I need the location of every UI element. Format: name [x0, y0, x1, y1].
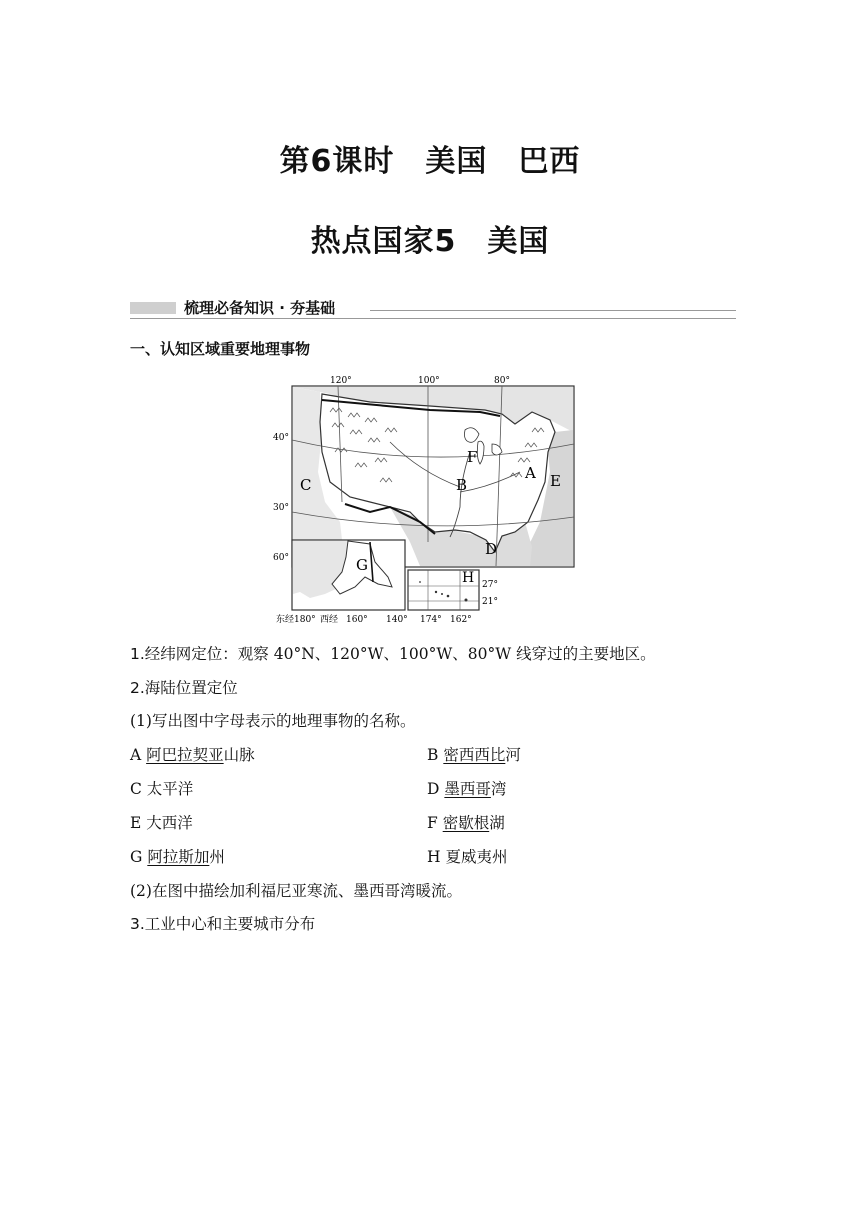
item-2-2-prompt: (2)在图中描绘加利福尼亚寒流、墨西哥湾暖流。 [130, 882, 462, 900]
item-1 [130, 642, 656, 664]
answer-G-fill: 阿拉斯加 [147, 848, 210, 866]
lesson-title: 第6课时 美国 巴西 [279, 144, 581, 179]
hawaii-lon-162: 162° [450, 615, 472, 624]
hawaii-lon-174: 174° [420, 615, 442, 624]
hawaii-lat-27: 27° [482, 580, 498, 590]
item-1-text: 观察 40°N、120°W、100°W、80°W 线穿过的主要地区。 [237, 645, 656, 663]
band-rule-bottom [130, 318, 736, 319]
answer-B: B 密西西比河 [427, 746, 521, 764]
letter-D: D [485, 540, 498, 558]
letter-H: H [462, 570, 475, 586]
item-1-number: 1.经纬网定位： [130, 645, 238, 663]
alaska-lon-180: 东经180° [276, 615, 316, 624]
hawaii-lat-21: 21° [482, 597, 498, 607]
answer-H: H 夏威夷州 [427, 848, 508, 866]
answer-F-fill: 密歇根 [442, 814, 490, 832]
alaska-lon-140: 140° [386, 615, 408, 624]
answer-A: A 阿巴拉契亚山脉 [130, 746, 255, 764]
lon-label-100: 100° [418, 376, 440, 386]
letter-E: E [550, 472, 561, 490]
letter-F: F [467, 448, 478, 466]
section-heading: 一、认知区域重要地理事物 [130, 340, 311, 358]
lesson-subtitle: 热点国家5 美国 [310, 224, 550, 259]
answer-F: F 密歇根湖 [427, 814, 505, 832]
lat-label-40: 40° [273, 433, 289, 443]
item-2-1-prompt: (1)写出图中字母表示的地理事物的名称。 [130, 712, 416, 730]
band-label: 梳理必备知识 · 夯基础 [184, 299, 336, 317]
section-band [130, 296, 736, 320]
item-2-heading: 2.海陆位置定位 [130, 679, 238, 697]
answer-G: G 阿拉斯加州 [130, 848, 225, 866]
answer-A-fill: 阿巴拉契亚 [146, 746, 224, 764]
answer-D-fill: 墨西哥 [444, 780, 491, 798]
answer-B-fill: 密西西比 [443, 746, 506, 764]
usa-map [270, 372, 580, 624]
letter-C: C [300, 476, 312, 494]
lon-label-120: 120° [330, 376, 352, 386]
answer-C: C 太平洋 [130, 780, 194, 798]
alaska-lon-west: 西经 [320, 615, 339, 624]
band-gray-block [130, 302, 176, 314]
letter-G: G [356, 556, 368, 574]
lon-label-80: 80° [494, 376, 510, 386]
item-3-heading: 3.工业中心和主要城市分布 [130, 915, 316, 933]
letter-B: B [456, 476, 468, 494]
band-rule [370, 310, 736, 311]
answer-E: E 大西洋 [130, 814, 193, 832]
lat-label-60: 60° [273, 553, 289, 563]
answer-D: D 墨西哥湾 [427, 780, 507, 798]
letter-A: A [525, 464, 536, 482]
alaska-lon-160: 160° [346, 615, 368, 624]
lat-label-30: 30° [273, 503, 289, 513]
